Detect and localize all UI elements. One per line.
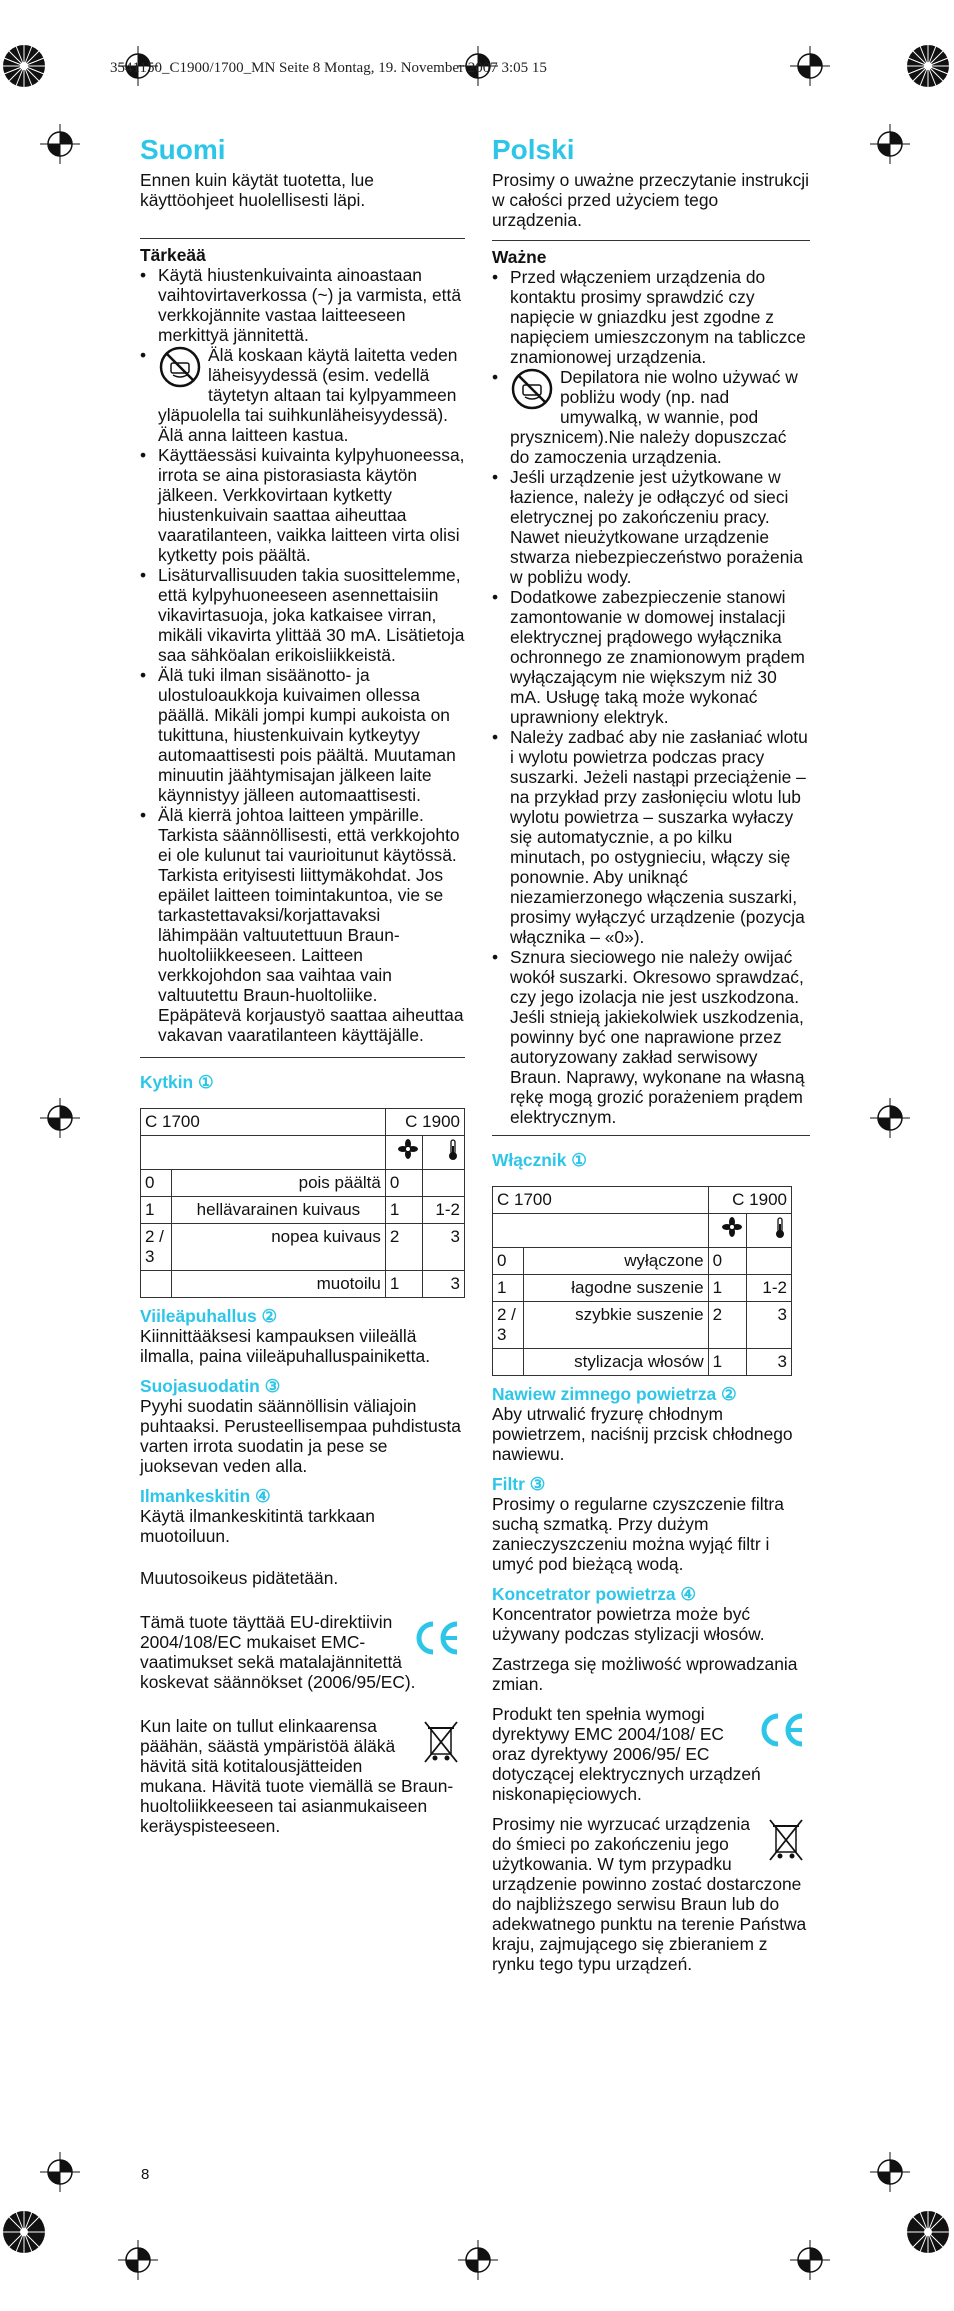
registration-mark <box>118 2240 158 2280</box>
important-heading: Ważne <box>492 247 547 267</box>
print-header: 3541150_C1900/1700_MN Seite 8 Montag, 19. November 2007 3:05 15 <box>110 60 547 76</box>
switch-table <box>140 1108 465 1298</box>
table-row: 1 łagodne suszenie 1 1-2 <box>493 1275 792 1302</box>
rights-text: Muutosoikeus pidätetään. <box>140 1568 339 1588</box>
filter-heading: Filtr ③ <box>492 1474 546 1494</box>
list-item: • Älä kierrä johtoa laitteen ympärille. Tarkista säännöllisesti, että verkkojohto ei ole kulunut tai vaurioitunut käytössä. Tarkista erityisesti liittymäkohdat. Jos epäilet laitteen toimintakuntoa, vie se tarkastettavaksi/korjattavaksi lähimpään valtuutettuun Braun-huoltoliikkeeseen. Laitteen verkkojohdon saa vaihtaa vain valtuutettu Braun-huoltoliike. Epäpätevä korjaustyö saattaa aiheuttaa vakavan vaaratilanteen käyttäjälle. <box>140 805 464 1045</box>
concentrator-heading: Koncetrator powietrza ④ <box>492 1584 697 1604</box>
fan-icon <box>708 1214 747 1248</box>
concentrator-heading: Ilmankeskitin ④ <box>140 1486 271 1506</box>
table-row: 1 hellävarainen kuivaus 1 1-2 <box>141 1197 465 1224</box>
registration-mark <box>40 124 80 164</box>
list-item: • Jeśli urządzenie jest użytkowane w łazience, należy je odłączyć od sieci eletrycznej po zakończeniu pracy. Nawet nieużytkowane urządzenie stwarza niebezpieczeństwo porażenia w pobliżu wody. <box>492 467 803 587</box>
list-item: • Należy zadbać aby nie zasłaniać wlotu i wylotu powietrza podczas pracy suszarki. Jeżeli nastąpi przeciążenie – na przykład przy zasłonięciu wlotu lub wylotu powietrza – suszarka wyłaczy się automatycznie, a po kilku minutach, po ostygnieciu, włączy się ponownie. Aby uniknąć niezamierzonego włączenia suszarki, prosimy wyłączyć urządzenie (pozycja włącznika – «0»). <box>492 727 808 947</box>
list-item: • Älä koskaan käytä laitetta veden läheisyydessä (esim. vedellä täytetyn altaan tai kylpyammeen yläpuolella tai suihkunläheisyydessä). Älä anna laitteen kastua. <box>140 345 458 445</box>
cool-text: Kiinnittääksesi kampauksen viileällä ilmalla, paina viileäpuhalluspainiketta. <box>140 1326 431 1366</box>
list-item: • Käyttäessäsi kuivainta kylpyhuoneessa, irrota se aina pistorasiasta käytön jälkeen. Verkkovirtaan kytketty hiustenkuivain saattaa aiheuttaa vaaratilanteen, vaikka laitteen virta olisi kytketty pois päältä. <box>140 445 465 565</box>
table-row: 0 pois päältä 0 <box>141 1170 465 1197</box>
table-row: muotoilu 1 3 <box>141 1271 465 1298</box>
list-item: • Dodatkowe zabezpieczenie stanowi zamontowanie w domowej instalacji elektrycznej prądowego wyłącznika ochronnego ze znamionowym prądem wyłączającym nie większym niż 30 mA. Usługę taką może wykonać uprawniony elektryk. <box>492 587 805 727</box>
ce-paragraph: Produkt ten spełnia wymogi dyrektywy EMC 2004/108/ EC oraz dyrektywy 2006/95/ EC dotyczącej elektrycznych urządzeń niskonapięciowych. <box>492 1704 810 1804</box>
switch-table <box>492 1186 792 1376</box>
starburst-mark <box>906 2210 950 2254</box>
heat-icon <box>422 1136 464 1170</box>
divider <box>140 238 465 239</box>
starburst-mark <box>2 2210 46 2254</box>
model-right: C 1900 <box>708 1187 791 1214</box>
table-row: 0 wyłączone 0 <box>493 1248 792 1275</box>
language-title: Suomi <box>140 134 226 165</box>
cool-heading: Nawiew zimnego powietrza ② <box>492 1384 737 1404</box>
important-heading: Tärkeää <box>140 245 206 265</box>
registration-mark <box>870 2152 910 2192</box>
list-item: • Depilatora nie wolno używać w pobliżu wody (np. nad umywalką, w wannie, pod prysznicem).Nie należy dopuszczać do zamoczenia urządzenia. <box>492 367 798 467</box>
list-item: • Lisäturvallisuuden takia suosittelemme, että kylpyhuoneeseen asennettaisiin vikavirtasuoja, joka katkaisee virran, mikäli vikavirta ylittää 30 mA. Lisätietoja saa sähköalan erikoisliikkeistä. <box>140 565 465 665</box>
divider <box>492 240 810 241</box>
disposal-paragraph: Prosimy nie wyrzucać urządzenia do śmieci po zakończeniu jego użytkowania. W tym przypadku urządzenie powinno zostać dostarczone do najbliższego serwisu Braun lub do adekwatnego punktu na terenie Państwa kraju, zajmującego się zbieraniem z rynku tego typu urządzeń. <box>492 1814 807 1974</box>
no-water-icon <box>510 367 554 411</box>
registration-mark <box>870 1098 910 1138</box>
filter-text: Pyyhi suodatin säännöllisin väliajoin puhtaaksi. Perusteellisempaa puhdistusta varten irrota suodatin ja pese se juoksevan veden alla. <box>140 1396 461 1476</box>
table-row: 2 / 3 nopea kuivaus 2 3 <box>141 1224 465 1271</box>
table-row: 2 / 3 szybkie suszenie 2 3 <box>493 1302 792 1349</box>
table-row: stylizacja włosów 1 3 <box>493 1349 792 1376</box>
starburst-mark <box>2 44 46 88</box>
registration-mark <box>790 2240 830 2280</box>
disposal-paragraph: Kun laite on tullut elinkaarensa päähän, säästä ympäristöä äläkä hävitä sitä kotitalousjätteiden mukana. Hävitä tuote viemällä se Braun-huoltoliikkeeseen tai asianmukaiseen keräyspisteeseen. <box>140 1716 465 1836</box>
model-left: C 1700 <box>141 1109 386 1136</box>
ce-paragraph: Tämä tuote täyttää EU-direktiivin 2004/108/EC mukaiset EMC-vaatimukset sekä matalajännitettä koskevat säännökset (2006/95/EC). <box>140 1612 465 1692</box>
finnish-column <box>140 128 465 1846</box>
registration-mark <box>458 2240 498 2280</box>
concentrator-text: Koncentrator powietrza może być używany podczas stylizacji włosów. <box>492 1604 765 1644</box>
safety-list <box>492 267 810 1127</box>
registration-mark <box>870 124 910 164</box>
rights-text: Zastrzega się możliwość wprowadzania zmian. <box>492 1654 798 1694</box>
cool-heading: Viileäpuhallus ② <box>140 1306 278 1326</box>
starburst-mark <box>906 44 950 88</box>
cool-text: Aby utrwalić fryzurę chłodnym powietrzem, naciśnij przcisk chłodnego nawiewu. <box>492 1404 793 1464</box>
intro-text: Ennen kuin käytät tuotetta, lue käyttöohjeet huolellisesti läpi. <box>140 170 374 210</box>
registration-mark <box>40 2152 80 2192</box>
list-item: • Sznura sieciowego nie należy owijać wokół suszarki. Okresowo sprawdzać, czy jego izolacja nie jest uszkodzona. Jeśli stnieją jakiekolwiek uszkodzenia, powinny być one naprawione przez autoryzowany zakład serwisowy Braun. Naprawy, wykonane na własną rękę mogą grozić porażeniem prądem elektrycznym. <box>492 947 805 1127</box>
list-item: • Käytä hiustenkuivainta ainoastaan vaihtovirtaverkossa (~) ja varmista, että verkkojännite vastaa laitteeseen merkittyä jännitettä. <box>140 265 461 345</box>
crossed-bin-icon <box>421 1718 461 1766</box>
divider <box>140 1057 465 1058</box>
filter-text: Prosimy o regularne czyszczenie filtra suchą szmatką. Przy dużym zanieczyszczeniu można wyjąć filtr i umyć pod bieżącą wodą. <box>492 1494 784 1574</box>
fan-icon <box>385 1136 422 1170</box>
switch-heading: Kytkin ① <box>140 1072 214 1092</box>
safety-list <box>140 265 465 1045</box>
language-title: Polski <box>492 134 575 165</box>
registration-mark <box>40 1098 80 1138</box>
heat-icon <box>747 1214 792 1248</box>
polish-column <box>492 128 810 1984</box>
divider <box>492 1135 810 1136</box>
registration-mark <box>790 46 830 86</box>
list-item: • Älä tuki ilman sisäänotto- ja ulostuloaukkoja kuivaimen ollessa päällä. Mikäli jompi kumpi aukoista on tukittuna, hiustenkuivain kytkeytyy automaattisesti pois päältä. Muutaman minuutin jäähtymisajan jälkeen laite käynnistyy jälleen automaattisesti. <box>140 665 456 805</box>
intro-text: Prosimy o uważne przeczytanie instrukcji w całości przed użyciem tego urządzenia. <box>492 170 810 230</box>
model-left: C 1700 <box>493 1187 709 1214</box>
page-number: 8 <box>141 2166 150 2183</box>
switch-heading: Włącznik ① <box>492 1150 587 1170</box>
no-water-icon <box>158 345 202 389</box>
concentrator-text: Käytä ilmankeskitintä tarkkaan muotoiluun. <box>140 1506 375 1546</box>
ce-mark <box>411 1618 463 1658</box>
filter-heading: Suojasuodatin ③ <box>140 1376 281 1396</box>
list-item: • Przed włączeniem urządzenia do kontaktu prosimy sprawdzić czy napięcie w gniazdku jest zgodne z napięciem umieszczonym na tabliczce znamionowej urządzenia. <box>492 267 806 367</box>
crossed-bin-icon <box>766 1816 806 1864</box>
ce-mark <box>756 1710 808 1750</box>
model-right: C 1900 <box>385 1109 464 1136</box>
